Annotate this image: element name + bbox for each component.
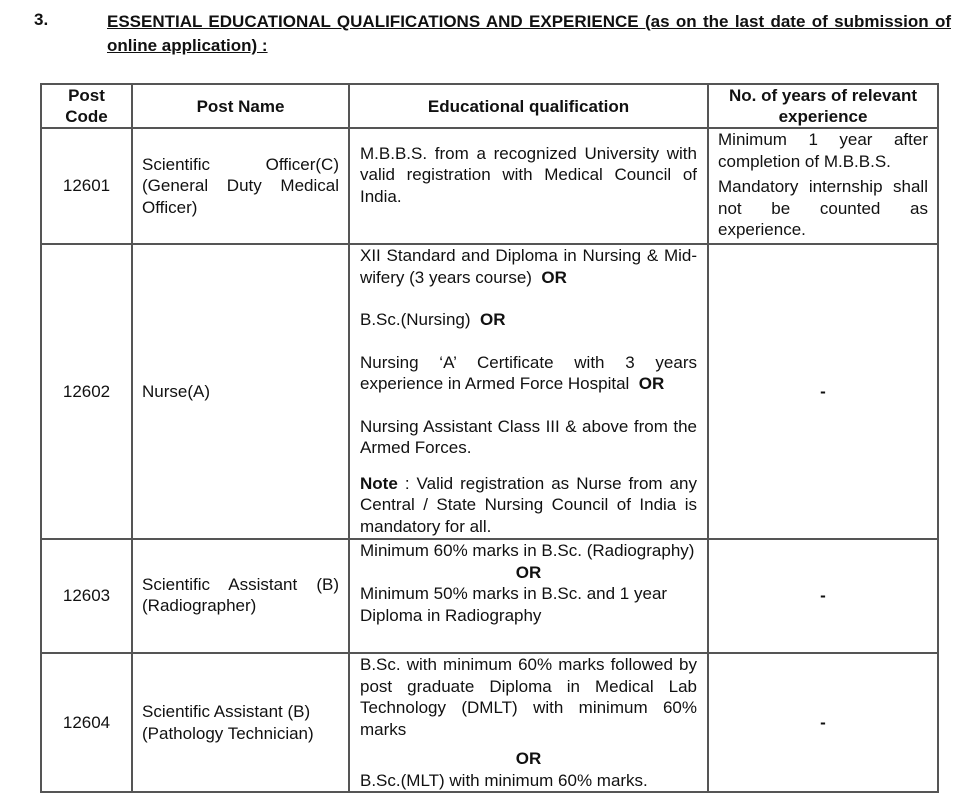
qualification-option: Minimum 50% marks in B.Sc. and 1 year Diploma in Radiography [360, 584, 668, 625]
qualification-cell [349, 653, 708, 792]
table-row [41, 244, 938, 539]
qualification-option: XII Standard and Diploma in Nursing & Mid-wifery (3 years course) OR [360, 246, 697, 287]
post-code: 12604 [41, 653, 132, 792]
qualification-note: Note : Valid registration as Nurse from any Central / State Nursing Council of India is mandatory for all. [360, 473, 697, 536]
header-experience: No. of years of relevant experience [708, 84, 938, 128]
table-row [41, 539, 938, 653]
section-heading: ESSENTIAL EDUCATIONAL QUALIFICATIONS AND EXPERIENCE (as on the last date of submission of online application) : [107, 12, 951, 55]
post-code: 12603 [41, 539, 132, 653]
or-label: OR [638, 374, 665, 393]
table-row [41, 128, 938, 244]
post-code: 12601 [41, 128, 132, 244]
post-code: 12602 [41, 244, 132, 539]
header-post-name: Post Name [132, 84, 349, 128]
note-label: Note [360, 473, 398, 493]
table-row [41, 653, 938, 792]
post-name: Scientific Assistant (B) (Pathology Technician) [132, 653, 349, 792]
qualification-option: Minimum 60% marks in B.Sc. (Radiography) [360, 541, 695, 560]
qualification-option: B.Sc. with minimum 60% marks followed by post graduate Diploma in Medical Lab Technology (DMLT) with minimum 60% marks [360, 655, 697, 739]
experience-text: Minimum 1 year after completion of M.B.B.S. [718, 130, 928, 171]
header-post-code: Post Code [41, 84, 132, 128]
qualification-text: M.B.B.S. from a recognized University with valid registration with Medical Council of India. [360, 143, 697, 206]
experience-cell: - [708, 244, 938, 539]
qualification-cell [349, 128, 708, 244]
experience-cell [708, 128, 938, 244]
or-label: OR [515, 562, 542, 582]
table-header-row [41, 84, 938, 128]
qualification-option: Nursing Assistant Class III & above from the Armed Forces. [360, 416, 697, 457]
or-label: OR [479, 310, 506, 329]
qualification-option: Nursing ‘A’ Certificate with 3 years experience in Armed Force Hospital OR [360, 352, 697, 393]
section-number: 3. [34, 10, 49, 29]
or-label: OR [541, 267, 567, 287]
experience-note: Mandatory internship shall not be counted as experience. [718, 177, 928, 239]
qualification-option: B.Sc.(MLT) with minimum 60% marks. [360, 770, 648, 790]
qualification-option: B.Sc.(Nursing) OR [360, 310, 506, 329]
experience-cell: - [708, 653, 938, 792]
experience-cell: - [708, 539, 938, 653]
post-name: Scientific Assistant (B) (Radiographer) [132, 539, 349, 653]
qualification-cell [349, 539, 708, 653]
post-name: Nurse(A) [132, 244, 349, 539]
header-qualification: Educational qualification [349, 84, 708, 128]
qualifications-table [40, 83, 939, 793]
post-name: Scientific Officer(C) (General Duty Medical Officer) [132, 128, 349, 244]
or-label: OR [515, 749, 542, 768]
qualification-cell [349, 244, 708, 539]
